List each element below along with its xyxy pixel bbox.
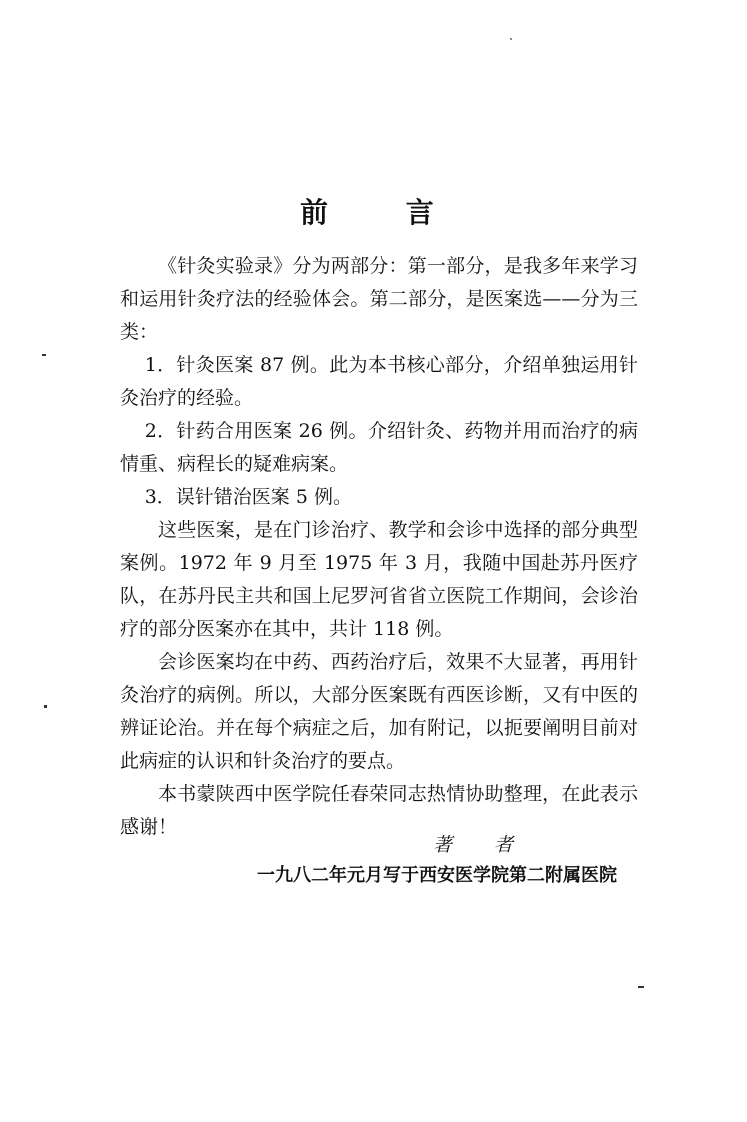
preface-body [120,250,638,844]
paragraph-intro: 《针灸实验录》分为两部分：第一部分，是我多年来学习和运用针灸疗法的经验体会。第二部分，是医案选——分为三类： [120,255,638,343]
scan-speck [638,986,644,988]
scan-speck [510,38,512,40]
list-item-3: 3．误针错治医案 5 例。 [144,486,352,508]
list-item-1: 1．针灸医案 87 例。此为本书核心部分，介绍单独运用针灸治疗的经验。 [120,354,638,409]
list-item-2: 2．针药合用医案 26 例。介绍针灸、药物并用而治疗的病情重、病程长的疑难病案。 [120,420,638,475]
date-place-line: 一九八二年元月写于西安医学院第二附属医院 [257,865,617,886]
scan-speck [42,354,46,356]
paragraph-consultation: 会诊医案均在中药、西药治疗后，效果不大显著，再用针灸治疗的病例。所以，大部分医案既有西医诊断，又有中医的辨证论治。并在每个病症之后，加有附记，以扼要阐明目前对此病症的认识和针灸治疗的要点。 [120,651,638,772]
page-title: 前 言 [300,196,468,229]
paragraph-thanks: 本书蒙陕西中医学院任春荣同志热情协助整理，在此表示感谢！ [120,783,638,838]
scan-speck [44,705,47,708]
author-signature: 著者 [433,834,556,856]
paragraph-cases: 这些医案，是在门诊治疗、教学和会诊中选择的部分典型案例。1972 年 9 月至 1975 年 3 月，我随中国赴苏丹医疗队，在苏丹民主共和国上尼罗河省省立医院工作期间，会诊治疗的部分医案亦在其中，共计 118 例。 [120,519,638,640]
